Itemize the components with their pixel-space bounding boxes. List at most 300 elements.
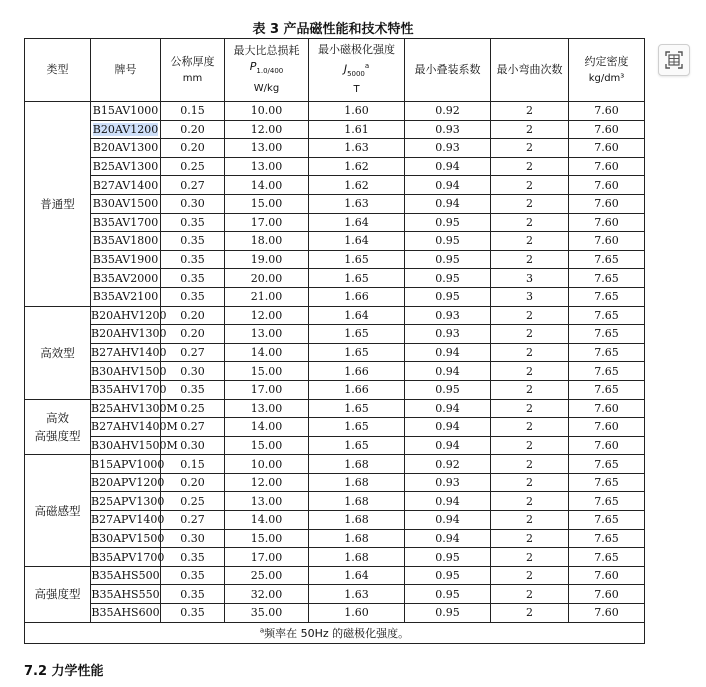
thickness-value: 0.35 <box>180 550 205 564</box>
grade-value: B35AV2000 <box>92 271 159 285</box>
stacking-value: 0.94 <box>435 420 460 434</box>
loss-cell <box>225 269 309 288</box>
grade-cell <box>91 585 161 604</box>
thickness-cell <box>161 362 225 381</box>
induction-cell <box>309 157 405 176</box>
induction-cell <box>309 325 405 344</box>
grade-value: B35AV1900 <box>92 253 159 267</box>
type-cell <box>25 306 91 399</box>
bends-value: 2 <box>526 178 533 192</box>
induction-value: 1.65 <box>344 438 369 452</box>
stacking-value: 0.95 <box>435 290 460 304</box>
density-cell <box>569 232 645 251</box>
density-cell <box>569 306 645 325</box>
bends-value: 2 <box>526 104 533 118</box>
header-grade: 牌号 <box>91 39 161 102</box>
induction-value: 1.66 <box>344 383 369 397</box>
section-heading: 7.2 力学性能 <box>24 664 104 679</box>
table-row <box>25 176 645 195</box>
loss-value: 12.00 <box>250 308 283 322</box>
density-cell <box>569 380 645 399</box>
density-value: 7.65 <box>594 476 619 490</box>
thickness-cell <box>161 120 225 139</box>
loss-cell <box>225 473 309 492</box>
table-row <box>25 455 645 474</box>
stacking-cell <box>405 194 491 213</box>
density-cell <box>569 473 645 492</box>
loss-cell <box>225 194 309 213</box>
induction-cell <box>309 194 405 213</box>
loss-cell <box>225 325 309 344</box>
grade-cell <box>91 399 178 418</box>
induction-value: 1.65 <box>344 271 369 285</box>
stacking-cell <box>405 436 491 455</box>
stacking-value: 0.94 <box>435 531 460 545</box>
stacking-value: 0.95 <box>435 383 460 397</box>
loss-cell <box>225 511 309 530</box>
header-loss-symbol: P <box>249 60 257 74</box>
density-value: 7.65 <box>594 308 619 322</box>
loss-value: 14.00 <box>250 178 283 192</box>
footnote-row <box>25 622 645 643</box>
loss-value: 17.00 <box>250 215 283 229</box>
induction-value: 1.63 <box>344 197 369 211</box>
bends-cell <box>491 232 569 251</box>
table-row <box>25 306 645 325</box>
thickness-value: 0.20 <box>180 327 205 341</box>
loss-cell <box>225 250 309 269</box>
density-value: 7.60 <box>594 401 619 415</box>
loss-value: 19.00 <box>250 253 283 267</box>
header-induction-label: 最小磁极化强度 <box>318 42 395 56</box>
density-cell <box>569 102 645 121</box>
induction-cell <box>309 604 405 623</box>
header-induction <box>309 39 405 102</box>
loss-value: 10.00 <box>250 104 283 118</box>
stacking-cell <box>405 455 491 474</box>
thickness-cell <box>161 157 225 176</box>
stacking-value: 0.95 <box>435 569 460 583</box>
thickness-cell <box>161 585 225 604</box>
thickness-cell <box>161 194 225 213</box>
header-thickness <box>161 39 225 102</box>
header-density-unit: kg/dm³ <box>588 72 625 84</box>
induction-value: 1.68 <box>344 476 369 490</box>
thickness-cell <box>161 250 225 269</box>
grade-cell <box>91 194 161 213</box>
loss-cell <box>225 306 309 325</box>
induction-value: 1.62 <box>344 160 369 174</box>
density-value: 7.60 <box>594 178 619 192</box>
stacking-value: 0.95 <box>435 550 460 564</box>
loss-value: 13.00 <box>250 327 283 341</box>
table-row <box>25 362 645 381</box>
stacking-value: 0.92 <box>435 104 460 118</box>
induction-cell <box>309 566 405 585</box>
stacking-value: 0.92 <box>435 457 460 471</box>
loss-value: 14.00 <box>250 513 283 527</box>
thickness-value: 0.30 <box>180 197 205 211</box>
density-cell <box>569 566 645 585</box>
grade-cell <box>91 139 161 158</box>
stacking-cell <box>405 566 491 585</box>
loss-cell <box>225 585 309 604</box>
thickness-cell <box>161 176 225 195</box>
bends-cell <box>491 529 569 548</box>
density-cell <box>569 269 645 288</box>
density-cell <box>569 213 645 232</box>
loss-cell <box>225 102 309 121</box>
stacking-value: 0.94 <box>435 178 460 192</box>
thickness-cell <box>161 566 225 585</box>
loss-value: 35.00 <box>250 606 283 620</box>
thickness-value: 0.25 <box>180 494 205 508</box>
grade-cell <box>91 566 161 585</box>
stacking-cell <box>405 176 491 195</box>
table-row <box>25 139 645 158</box>
density-value: 7.60 <box>594 104 619 118</box>
grade-value: B30APV1500 <box>91 531 165 545</box>
bends-cell <box>491 176 569 195</box>
table-row <box>25 604 645 623</box>
bends-cell <box>491 399 569 418</box>
induction-cell <box>309 343 405 362</box>
loss-value: 12.00 <box>250 122 283 136</box>
bends-cell <box>491 566 569 585</box>
loss-value: 10.00 <box>250 457 283 471</box>
table-row <box>25 399 645 418</box>
induction-value: 1.65 <box>344 327 369 341</box>
bends-cell <box>491 473 569 492</box>
type-cell <box>25 399 91 455</box>
induction-value: 1.68 <box>344 550 369 564</box>
stacking-cell <box>405 325 491 344</box>
loss-cell <box>225 492 309 511</box>
table-row <box>25 250 645 269</box>
stacking-value: 0.93 <box>435 327 460 341</box>
thickness-value: 0.20 <box>180 122 205 136</box>
bends-value: 3 <box>526 271 533 285</box>
induction-value: 1.64 <box>344 215 369 229</box>
density-cell <box>569 455 645 474</box>
thickness-value: 0.30 <box>180 531 205 545</box>
table-row <box>25 585 645 604</box>
thickness-value: 0.35 <box>180 587 205 601</box>
grade-value: B30AHV1500 <box>91 364 167 378</box>
header-density <box>569 39 645 102</box>
stacking-cell <box>405 418 491 437</box>
stacking-value: 0.93 <box>435 308 460 322</box>
stacking-cell <box>405 213 491 232</box>
thickness-value: 0.35 <box>180 215 205 229</box>
stacking-value: 0.94 <box>435 160 460 174</box>
stacking-cell <box>405 287 491 306</box>
grade-value: B30AHV1500M <box>91 438 178 452</box>
thickness-value: 0.15 <box>180 104 205 118</box>
loss-value: 15.00 <box>250 197 283 211</box>
table-row <box>25 492 645 511</box>
grade-cell <box>91 380 167 399</box>
grade-cell <box>91 548 165 567</box>
stacking-cell <box>405 157 491 176</box>
thickness-value: 0.20 <box>180 308 205 322</box>
loss-value: 15.00 <box>250 364 283 378</box>
density-value: 7.65 <box>594 531 619 545</box>
loss-value: 20.00 <box>250 271 283 285</box>
grade-cell <box>91 306 167 325</box>
bends-value: 2 <box>526 531 533 545</box>
type-cell <box>25 455 91 567</box>
loss-cell <box>225 418 309 437</box>
loss-value: 14.00 <box>250 420 283 434</box>
grade-value: B27AV1400 <box>92 178 159 192</box>
grade-cell <box>91 362 167 381</box>
induction-cell <box>309 287 405 306</box>
thickness-value: 0.27 <box>180 513 205 527</box>
header-induction-unit: T <box>353 84 360 96</box>
loss-value: 13.00 <box>250 160 283 174</box>
density-value: 7.65 <box>594 550 619 564</box>
stacking-value: 0.94 <box>435 513 460 527</box>
thickness-cell <box>161 473 225 492</box>
loss-cell <box>225 436 309 455</box>
scan-table-button[interactable] <box>658 44 690 76</box>
bends-cell <box>491 325 569 344</box>
bends-value: 2 <box>526 494 533 508</box>
loss-value: 13.00 <box>250 401 283 415</box>
density-value: 7.60 <box>594 420 619 434</box>
loss-cell <box>225 455 309 474</box>
loss-value: 17.00 <box>250 550 283 564</box>
table-row <box>25 325 645 344</box>
bends-value: 2 <box>526 234 533 248</box>
thickness-value: 0.25 <box>180 160 205 174</box>
density-cell <box>569 194 645 213</box>
bends-cell <box>491 362 569 381</box>
bends-value: 2 <box>526 513 533 527</box>
grade-value: B30AV1500 <box>92 197 159 211</box>
loss-value: 21.00 <box>250 290 283 304</box>
stacking-cell <box>405 306 491 325</box>
induction-cell <box>309 418 405 437</box>
loss-value: 18.00 <box>250 234 283 248</box>
induction-cell <box>309 399 405 418</box>
grade-cell <box>91 492 165 511</box>
stacking-value: 0.95 <box>435 606 460 620</box>
bends-value: 2 <box>526 141 533 155</box>
induction-cell <box>309 529 405 548</box>
density-cell <box>569 511 645 530</box>
stacking-value: 0.94 <box>435 197 460 211</box>
footnote-text: 频率在 50Hz 的磁极化强度。 <box>264 626 410 640</box>
grade-value: B35AV1700 <box>92 215 159 229</box>
loss-value: 14.00 <box>250 346 283 360</box>
induction-cell <box>309 492 405 511</box>
induction-value: 1.64 <box>344 569 369 583</box>
bends-value: 2 <box>526 438 533 452</box>
bends-value: 2 <box>526 401 533 415</box>
table-row <box>25 157 645 176</box>
grade-value: B25APV1300 <box>91 494 165 508</box>
induction-cell <box>309 436 405 455</box>
density-value: 7.65 <box>594 327 619 341</box>
stacking-value: 0.94 <box>435 364 460 378</box>
type-label: 高强度型 <box>34 428 81 443</box>
type-label: 高效型 <box>40 345 75 360</box>
thickness-value: 0.20 <box>180 476 205 490</box>
loss-cell <box>225 120 309 139</box>
loss-cell <box>225 604 309 623</box>
density-cell <box>569 325 645 344</box>
grade-value: B35AHS550 <box>91 587 160 601</box>
induction-cell <box>309 473 405 492</box>
grade-value: B27APV1400 <box>91 513 165 527</box>
grade-value: B20AHV1300 <box>91 327 167 341</box>
grade-value: B35AV1800 <box>92 234 159 248</box>
density-cell <box>569 418 645 437</box>
stacking-cell <box>405 250 491 269</box>
table-row <box>25 213 645 232</box>
induction-value: 1.65 <box>344 346 369 360</box>
density-cell <box>569 492 645 511</box>
density-value: 7.60 <box>594 122 619 136</box>
induction-cell <box>309 455 405 474</box>
thickness-value: 0.30 <box>180 364 205 378</box>
header-induction-subscript: 5000 <box>347 69 365 78</box>
induction-value: 1.65 <box>344 420 369 434</box>
loss-cell <box>225 176 309 195</box>
grade-cell <box>91 604 161 623</box>
density-value: 7.60 <box>594 587 619 601</box>
induction-value: 1.60 <box>344 104 369 118</box>
stacking-cell <box>405 511 491 530</box>
stacking-value: 0.95 <box>435 587 460 601</box>
grade-value: B27AHV1400M <box>91 420 178 434</box>
grade-value: B25AHV1300M <box>91 401 178 415</box>
bends-value: 2 <box>526 327 533 341</box>
table-row <box>25 566 645 585</box>
loss-cell <box>225 139 309 158</box>
density-cell <box>569 399 645 418</box>
header-bends: 最小弯曲次数 <box>491 39 569 102</box>
grade-value: B35AHV1700 <box>91 383 167 397</box>
grade-cell <box>91 418 178 437</box>
thickness-value: 0.35 <box>180 253 205 267</box>
stacking-value: 0.95 <box>435 234 460 248</box>
loss-cell <box>225 566 309 585</box>
bends-cell <box>491 380 569 399</box>
induction-value: 1.65 <box>344 401 369 415</box>
stacking-value: 0.94 <box>435 346 460 360</box>
header-type: 类型 <box>25 39 91 102</box>
loss-value: 32.00 <box>250 587 283 601</box>
density-value: 7.65 <box>594 290 619 304</box>
induction-value: 1.63 <box>344 587 369 601</box>
header-row <box>25 39 645 102</box>
grade-cell <box>91 511 165 530</box>
type-label: 普通型 <box>40 196 75 211</box>
header-density-label: 约定密度 <box>584 54 629 68</box>
induction-cell <box>309 511 405 530</box>
density-value: 7.65 <box>594 253 619 267</box>
density-cell <box>569 120 645 139</box>
grade-cell <box>91 529 165 548</box>
thickness-value: 0.27 <box>180 346 205 360</box>
loss-cell <box>225 287 309 306</box>
type-cell <box>25 102 91 307</box>
stacking-cell <box>405 139 491 158</box>
density-cell <box>569 548 645 567</box>
grade-cell <box>91 269 161 288</box>
stacking-cell <box>405 399 491 418</box>
bends-value: 2 <box>526 569 533 583</box>
scan-table-icon <box>659 45 689 75</box>
bends-cell <box>491 492 569 511</box>
type-label: 高磁感型 <box>34 503 81 518</box>
density-cell <box>569 343 645 362</box>
thickness-cell <box>161 269 225 288</box>
table-row <box>25 194 645 213</box>
stacking-value: 0.94 <box>435 494 460 508</box>
bends-cell <box>491 194 569 213</box>
table-caption: 表 3 产品磁性能和技术特性 <box>252 22 414 37</box>
grade-value: B20AHV1200 <box>91 308 167 322</box>
bends-cell <box>491 120 569 139</box>
bends-cell <box>491 455 569 474</box>
bends-cell <box>491 157 569 176</box>
density-value: 7.65 <box>594 364 619 378</box>
induction-value: 1.65 <box>344 253 369 267</box>
bends-cell <box>491 585 569 604</box>
density-value: 7.60 <box>594 606 619 620</box>
thickness-cell <box>161 604 225 623</box>
header-thickness-label: 公称厚度 <box>170 54 215 68</box>
induction-value: 1.64 <box>344 308 369 322</box>
density-cell <box>569 287 645 306</box>
induction-value: 1.66 <box>344 364 369 378</box>
bends-cell <box>491 287 569 306</box>
table-row <box>25 120 645 139</box>
bends-cell <box>491 139 569 158</box>
header-loss-label: 最大比总损耗 <box>233 44 300 58</box>
thickness-value: 0.27 <box>180 420 205 434</box>
header-thickness-unit: mm <box>182 72 203 84</box>
grade-cell <box>91 250 161 269</box>
magnetic-properties-table <box>24 38 645 644</box>
density-value: 7.60 <box>594 160 619 174</box>
loss-cell <box>225 343 309 362</box>
bends-value: 3 <box>526 290 533 304</box>
grade-cell <box>91 455 165 474</box>
loss-value: 15.00 <box>250 438 283 452</box>
grade-value: B20APV1200 <box>91 476 165 490</box>
stacking-cell <box>405 102 491 121</box>
thickness-cell <box>161 213 225 232</box>
loss-cell <box>225 380 309 399</box>
stacking-cell <box>405 473 491 492</box>
thickness-value: 0.35 <box>180 234 205 248</box>
induction-cell <box>309 380 405 399</box>
bends-value: 2 <box>526 457 533 471</box>
induction-value: 1.62 <box>344 178 369 192</box>
bends-cell <box>491 418 569 437</box>
stacking-value: 0.94 <box>435 438 460 452</box>
stacking-value: 0.93 <box>435 476 460 490</box>
grade-value: B35AHS600 <box>91 606 160 620</box>
thickness-cell <box>161 232 225 251</box>
stacking-cell <box>405 604 491 623</box>
bends-value: 2 <box>526 383 533 397</box>
